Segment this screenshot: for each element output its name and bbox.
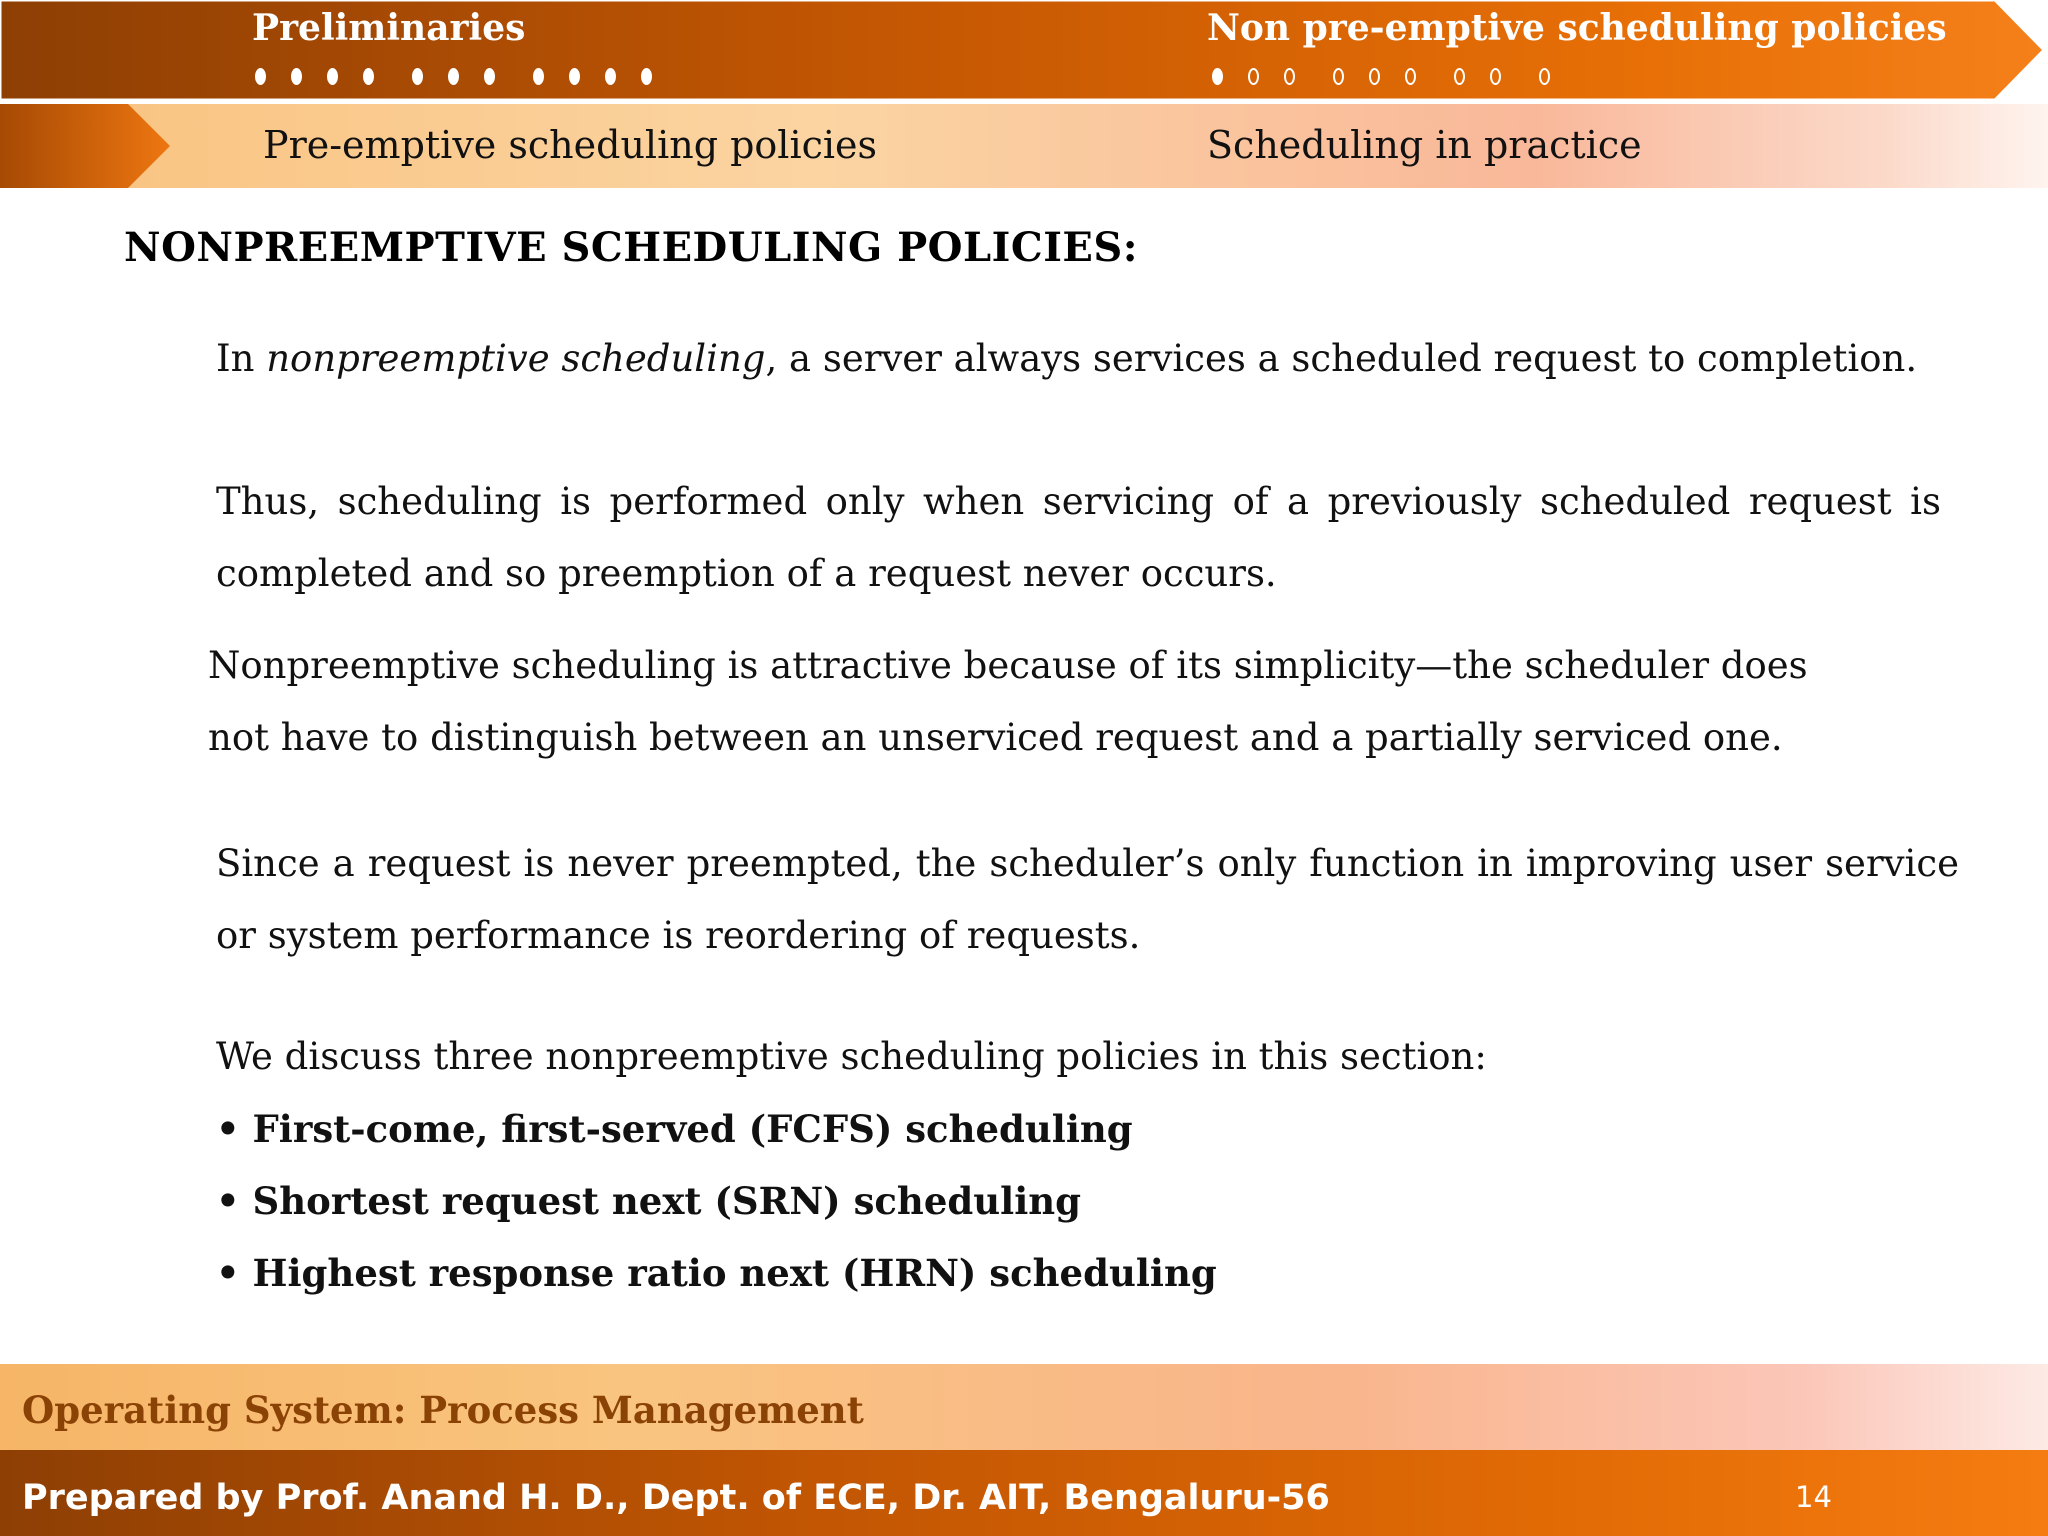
paragraph-simplicity-line-2: not have to distinguish between an unserviced request and a partially serviced one. [208, 716, 1783, 759]
nav-dot[interactable] [484, 68, 495, 85]
nav-sub-bar [0, 104, 2048, 188]
nav-dot[interactable] [327, 68, 338, 85]
nav-dot[interactable] [448, 68, 459, 85]
nav-dot[interactable] [291, 68, 302, 85]
term-nonpreemptive: nonpreemptive scheduling [266, 337, 766, 380]
paragraph-simplicity-line-1: Nonpreemptive scheduling is attractive because of its simplicity—the scheduler does [208, 644, 1808, 687]
nav-dot[interactable] [1333, 68, 1344, 85]
paragraph-definition [216, 323, 1941, 395]
nav-dot[interactable] [1405, 68, 1416, 85]
nav-dot[interactable] [363, 68, 374, 85]
paragraph-scheduling-time: Thus, scheduling is performed only when servicing of a previously scheduled request is completed and so preemption of a request never occurs. [216, 480, 1941, 595]
nav-dot[interactable] [1284, 68, 1295, 85]
nav-dots-non-preemptive [1212, 68, 1575, 85]
paragraph-reordering: Since a request is never preempted, the scheduler’s only function in improving user service or system performance is reordering of requests. [216, 842, 1959, 957]
nav-dot[interactable] [1539, 68, 1550, 85]
nav-dot[interactable] [412, 68, 423, 85]
paragraph-definition-rest: , a server always services a scheduled request to completion. [765, 337, 1918, 380]
policy-fcfs: • First-come, first-served (FCFS) scheduling [216, 1093, 1217, 1165]
nav-section-non-preemptive[interactable]: Non pre-emptive scheduling policies [1207, 7, 1947, 49]
policy-hrn: • Highest response ratio next (HRN) scheduling [216, 1237, 1217, 1309]
nav-section-preliminaries[interactable]: Preliminaries [252, 7, 526, 49]
nav-dot[interactable] [605, 68, 616, 85]
nav-dot[interactable] [1248, 68, 1259, 85]
nav-dot[interactable] [641, 68, 652, 85]
nav-dot[interactable] [569, 68, 580, 85]
nav-dot[interactable] [1369, 68, 1380, 85]
nav-dot[interactable] [255, 68, 266, 85]
footer-course-title: Operating System: Process Management [22, 1388, 864, 1432]
paragraph-simplicity [208, 630, 2008, 774]
nav-dot-current[interactable] [1212, 68, 1223, 85]
page-number: 14 [1795, 1480, 1832, 1514]
paragraph-policies-intro: We discuss three nonpreemptive scheduling policies in this section: [216, 1035, 1487, 1078]
slide-title: NONPREEMPTIVE SCHEDULING POLICIES: [124, 224, 1139, 271]
nav-item-preemptive[interactable]: Pre-emptive scheduling policies [263, 123, 878, 167]
nav-dot[interactable] [1490, 68, 1501, 85]
footer-author: Prepared by Prof. Anand H. D., Dept. of ECE, Dr. AIT, Bengaluru-56 [22, 1478, 1330, 1518]
nav-item-in-practice[interactable]: Scheduling in practice [1207, 123, 1642, 167]
paragraph-definition-intro: In [216, 337, 267, 380]
nav-top-bar [0, 0, 2048, 104]
policy-list [216, 1093, 1217, 1309]
nav-dot[interactable] [533, 68, 544, 85]
nav-dots-preliminaries [255, 68, 677, 85]
policy-srn: • Shortest request next (SRN) scheduling [216, 1165, 1217, 1237]
nav-dot[interactable] [1454, 68, 1465, 85]
